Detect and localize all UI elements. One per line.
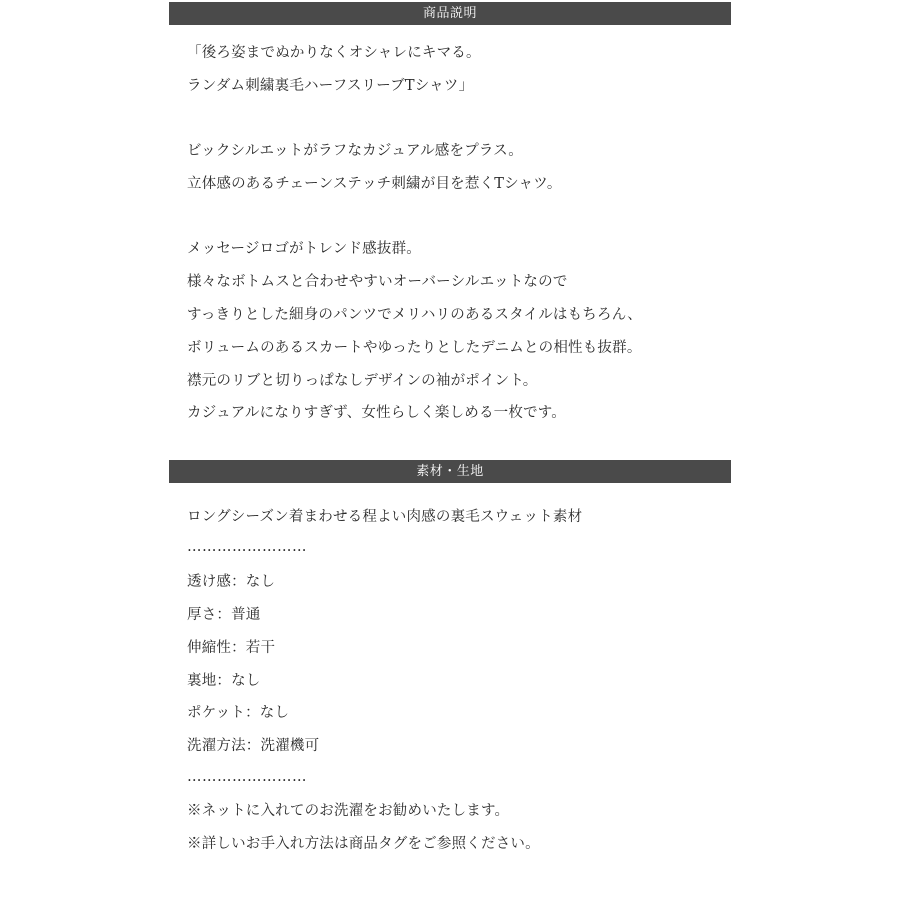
spec-stretch: 伸縮性：若干 [187,640,276,656]
spec-lining: 裏地：なし [187,673,261,689]
care-note: ※ネットに入れてのお洗濯をお勧めいたします。 [187,803,510,819]
separator-dots: …………………… [187,769,307,785]
care-note: ※詳しいお手入れ方法は商品タグをご参照ください。 [187,836,540,852]
description-line: ビックシルエットがラフなカジュアル感をプラス。 [187,143,523,159]
description-line: すっきりとした細身のパンツでメリハリのあるスタイルはもちろん、 [187,307,642,323]
separator-dots: …………………… [187,539,307,555]
description-line: ランダム刺繍裏毛ハーフスリーブTシャツ」 [187,78,474,94]
material-header: 素材・生地 [169,460,731,483]
description-line: 襟元のリブと切りっぱなしデザインの袖がポイント。 [187,373,538,389]
description-line: ボリュームのあるスカートやゆったりとしたデニムとの相性も抜群。 [187,340,642,356]
spec-washing: 洗濯方法：洗濯機可 [187,738,320,754]
description-line: 「後ろ姿までぬかりなくオシャレにキマる。 [187,45,481,61]
description-line: メッセージロゴがトレンド感抜群。 [187,241,421,257]
description-line: 立体感のあるチェーンステッチ刺繍が目を惹くTシャツ。 [187,176,562,192]
spec-see-through: 透け感：なし [187,574,276,590]
spec-thickness: 厚さ：普通 [187,607,261,623]
spec-pocket: ポケット：なし [187,705,290,721]
material-intro: ロングシーズン着まわせる程よい肉感の裏毛スウェット素材 [187,509,583,525]
description-line: 様々なボトムスと合わせやすいオーバーシルエットなので [187,274,568,290]
description-line: カジュアルになりすぎず、女性らしく楽しめる一枚です。 [187,405,567,421]
description-header: 商品説明 [169,2,731,25]
